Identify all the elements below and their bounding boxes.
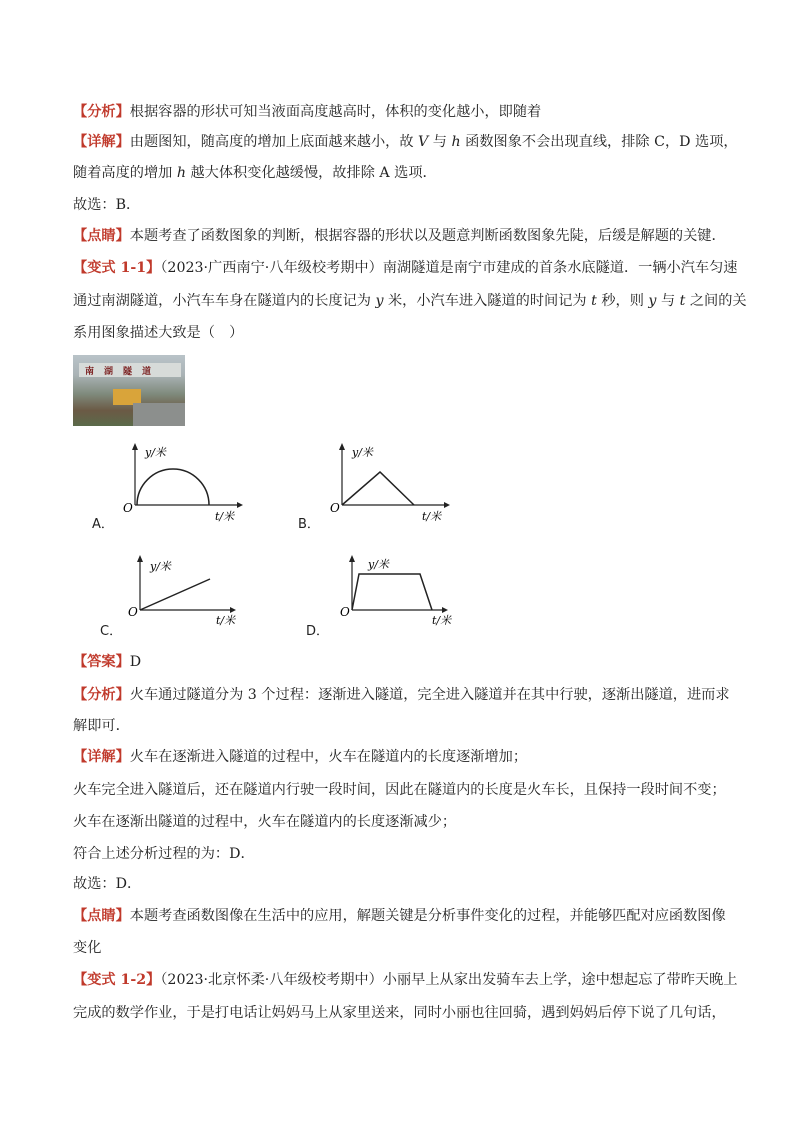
graph-a [115,440,245,528]
x-axis-label: t/米 [215,510,235,523]
origin-label: O [128,605,138,619]
comment-tag: 【点睛】 [73,908,130,924]
variant-1-1-line-2 [73,291,747,311]
math-var: h [451,134,461,150]
variant-tag: 【变式 1-2】 [73,972,161,988]
detail-line-5: 火车在逐渐出隧道的过程中，火车在隧道内的长度逐渐减少； [73,814,457,830]
comment-tag: 【点睛】 [73,228,130,244]
analysis-text: 火车通过隧道分为 3 个过程：逐渐进入隧道，完全进入隧道并在其中行驶，逐渐出隧道，进而求 [129,687,730,703]
detail-line-2 [73,163,437,183]
y-axis-label: y/米 [145,446,166,459]
detail-tag: 【详解】 [73,134,130,150]
answer-tag: 【答案】 [73,654,130,670]
option-d-label: D． [306,624,330,639]
choice-line: 故选：B． [73,197,141,213]
detail-line-7: 故选：D． [73,876,142,892]
tunnel-sign-text: 南湖隧道 [85,367,162,377]
detail-line-4: 火车完全进入隧道后，还在隧道内行驶一段时间，因此在隧道内的长度是火车长，且保持一段时间不变； [73,782,726,798]
variant-text: （2023·北京怀柔·八年级校考期中）小丽早上从家出发骑车去上学，途中想起忘了带昨天晚上 [160,972,738,988]
analysis-tag: 【分析】 [73,104,130,120]
detail-line-3 [73,747,527,767]
option-a-label: A． [92,517,114,532]
variant-1-1-line [73,258,737,278]
graph-b [322,440,452,528]
road [133,403,185,426]
detail-text-part: 与 [428,134,452,150]
comment-text: 本题考查函数图像在生活中的应用，解题关键是分析事件变化的过程，并能够匹配对应函数图像 [129,908,726,924]
detail-text-part: 由题图知，随高度的增加上底面越来越小，故 [129,134,419,150]
detail-line-6: 符合上述分析过程的为：D． [73,846,255,862]
math-var: t [591,293,597,309]
x-axis-label: t/米 [422,510,442,523]
y-axis-label: y/米 [352,446,373,459]
variant-1-1-line-3: 系用图象描述大致是（ ） [73,325,244,341]
comment-text: 本题考查了函数图象的判断，根据容器的形状以及题意判断函数图象先陡，后缓是解题的关键． [129,228,726,244]
graph-c [120,552,250,640]
variant-tag: 【变式 1-1】 [73,260,161,276]
origin-label: O [330,501,340,515]
origin-label: O [340,605,350,619]
comment-line-3: 变化 [73,940,102,956]
analysis-tag: 【分析】 [73,687,130,703]
option-c-label: C． [100,624,123,639]
math-var: h [176,165,186,181]
variant-text-part: 秒，则 [596,293,649,309]
x-axis-label: t/米 [432,614,452,627]
y-axis-label: y/米 [368,558,389,571]
answer-line [73,652,141,672]
comment-line-2 [73,906,726,926]
variant-1-2-line [73,970,737,990]
y-axis-label: y/米 [150,560,171,573]
variant-text-part: 之间的关 [685,293,747,309]
math-var: t [679,293,686,309]
variant-text: （2023·广西南宁·八年级校考期中）南湖隧道是南宁市建成的首条水底隧道．一辆小汽车匀速 [160,260,738,276]
graph-d [332,552,462,640]
variant-text-part: 米，小汽车进入隧道的时间记为 [383,293,592,309]
origin-label: O [123,501,133,515]
detail-text-part: 随着高度的增加 [73,165,177,181]
comment-line [73,226,726,246]
detail-text: 火车在逐渐进入隧道的过程中，火车在隧道内的长度逐渐增加； [129,749,528,765]
analysis-text: 根据容器的形状可知当液面高度越高时，体积的变化越小，即随着 [129,104,542,120]
variant-text-part: 与 [656,293,680,309]
option-b-label: B． [298,517,320,532]
detail-text-part: 函数图象不会出现直线，排除 C，D 选项， [460,134,738,150]
math-var: V [418,134,429,150]
detail-text-part: 越大体积变化越缓慢，故排除 A 选项． [185,165,437,181]
tunnel-photo [73,355,185,426]
math-var: y [375,293,384,309]
detail-tag: 【详解】 [73,749,130,765]
analysis-line-2 [73,685,730,705]
analysis-line-3: 解即可． [73,718,130,734]
variant-1-2-line-2: 完成的数学作业，于是打电话让妈妈马上从家里送来，同时小丽也往回骑，遇到妈妈后停下说了几句话， [73,1005,726,1021]
answer-text: D [129,654,142,670]
variant-text-part: 通过南湖隧道，小汽车车身在隧道内的长度记为 [73,293,376,309]
math-var: y [648,293,657,309]
analysis-line [73,102,541,122]
x-axis-label: t/米 [216,614,236,627]
detail-line-1 [73,132,738,152]
